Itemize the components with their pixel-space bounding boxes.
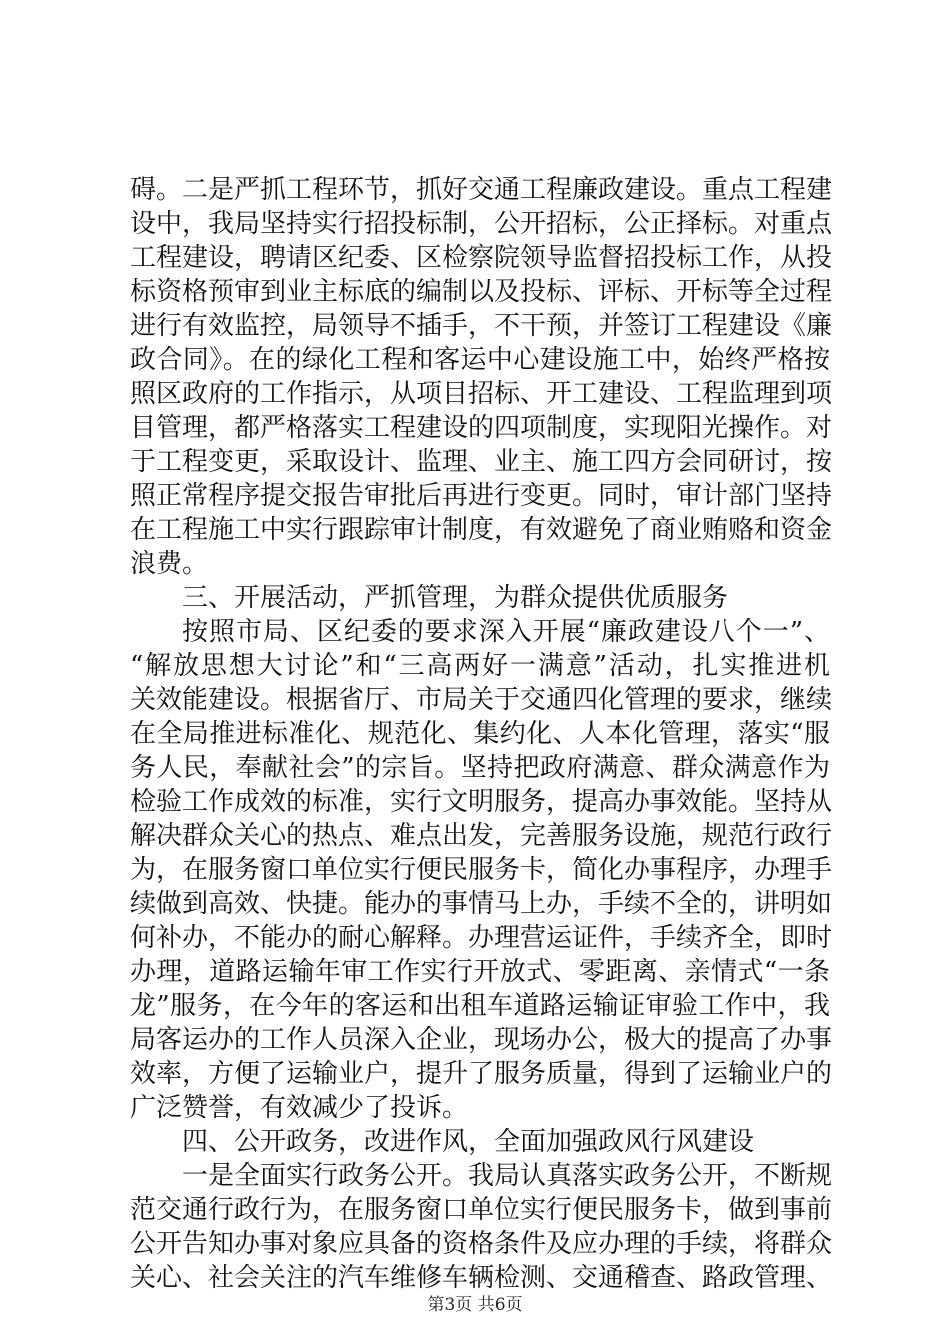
text-line: 龙”服务，在今年的客运和出租车道路运输证审验工作中，我 (130, 991, 830, 1021)
text-line: 于工程变更，采取设计、监理、业主、施工四方会同研讨，按 (130, 447, 833, 477)
text-line: 范交通行政行为，在服务窗口单位实行便民服务卡，做到事前 (130, 1195, 833, 1225)
text-line: 浪费。 (130, 549, 209, 579)
text-line: 公开告知办事对象应具备的资格条件及应办理的手续，将群众 (130, 1229, 833, 1259)
text-line: 为，在服务窗口单位实行便民服务卡，简化办事程序，办理手 (130, 855, 833, 885)
text-line: 续做到高效、快捷。能办的事情马上办，手续不全的，讲明如 (130, 889, 833, 919)
text-line: 碍。二是严抓工程环节，抓好交通工程廉政建设。重点工程建 (130, 175, 833, 205)
text-line: 一是全面实行政务公开。我局认真落实政务公开，不断规 (182, 1161, 833, 1191)
text-line: 按照市局、区纪委的要求深入开展“廉政建设八个一”、 (182, 617, 830, 647)
document-body (130, 173, 833, 1295)
text-line: 工程建设，聘请区纪委、区检察院领导监督招投标工作，从投 (130, 243, 833, 273)
text-line: 局客运办的工作人员深入企业，现场办公，极大的提高了办事 (130, 1025, 833, 1055)
text-line: 检验工作成效的标准，实行文明服务，提高办事效能。坚持从 (130, 787, 833, 817)
text-line: 照正常程序提交报告审批后再进行变更。同时，审计部门坚持 (130, 481, 833, 511)
text-line: 政合同》。在的绿化工程和客运中心建设施工中，始终严格按 (130, 345, 830, 375)
text-line: 在工程施工中实行跟踪审计制度，有效避免了商业贿赂和资金 (130, 515, 833, 545)
text-line: 关效能建设。根据省厅、市局关于交通四化管理的要求，继续 (130, 685, 833, 715)
text-line: 四、公开政务，改进作风，全面加强政风行风建设 (182, 1127, 755, 1157)
text-line: 办理，道路运输年审工作实行开放式、零距离、亲情式“一条 (130, 957, 830, 987)
text-line: 解决群众关心的热点、难点出发，完善服务设施，规范行政行 (130, 821, 833, 851)
text-line: 何补办，不能办的耐心解释。办理营运证件，手续齐全，即时 (130, 923, 833, 953)
text-line: 在全局推进标准化、规范化、集约化、人本化管理，落实“服 (130, 719, 830, 749)
text-line: 设中，我局坚持实行招投标制，公开招标，公正择标。对重点 (130, 209, 833, 239)
text-line: 广泛赞誉，有效减少了投诉。 (130, 1093, 469, 1123)
text-line: 关心、社会关注的汽车维修车辆检测、交通稽查、路政管理、 (130, 1263, 833, 1293)
text-line: 标资格预审到业主标底的编制以及投标、评标、开标等全过程 (130, 277, 833, 307)
text-line: 进行有效监控，局领导不插手，不干预，并签订工程建设《廉 (130, 311, 833, 341)
text-line: 照区政府的工作指示，从项目招标、开工建设、工程监理到项 (130, 379, 833, 409)
page-footer: 第3页 共6页 (427, 1295, 523, 1315)
text-line: 三、开展活动，严抓管理，为群众提供优质服务 (182, 583, 729, 613)
text-line: 务人民，奉献社会”的宗旨。坚持把政府满意、群众满意作为 (130, 753, 830, 783)
text-line: 效率，方便了运输业户，提升了服务质量，得到了运输业户的 (130, 1059, 833, 1089)
text-line: 目管理，都严格落实工程建设的四项制度，实现阳光操作。对 (130, 413, 833, 443)
text-line: “解放思想大讨论”和“三高两好一满意”活动，扎实推进机 (130, 651, 830, 681)
